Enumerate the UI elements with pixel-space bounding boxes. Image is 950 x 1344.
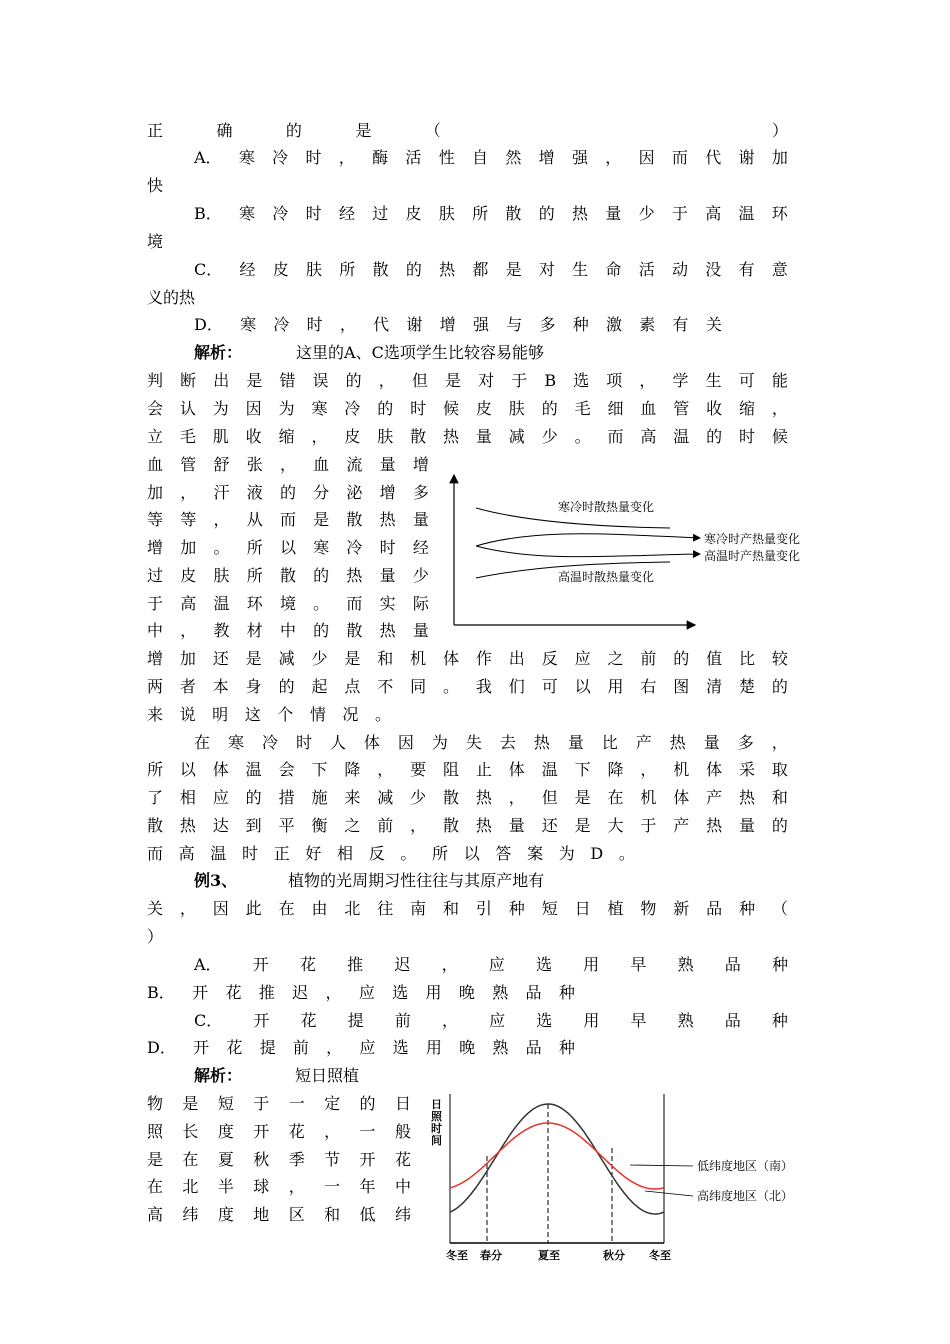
high-latitude-curve (450, 1104, 664, 1214)
option-b: B． 寒 冷 时 经 过 皮 肤 所 散 的 热 量 少 于 高 温 环 (194, 204, 788, 223)
text-line: 关 ， 因 此 在 由 北 往 南 和 引 种 短 日 植 物 新 品 种 （ (147, 899, 788, 918)
high-latitude-label: 高纬度地区（北） (697, 1189, 794, 1203)
text-line: 快 (147, 176, 164, 195)
option-d: D． 寒 冷 时 ， 代 谢 增 强 与 多 种 激 素 有 关 (194, 315, 722, 334)
text-line: 增 加 。 所 以 寒 冷 时 经 (147, 538, 429, 557)
text-line: 立 毛 肌 收 缩 ， 皮 肤 散 热 量 减 少 。 而 高 温 的 时 候 (147, 427, 788, 446)
text-line: 在 寒 冷 时 人 体 因 为 失 去 热 量 比 产 热 量 多 ， (194, 733, 788, 752)
option-c: C． 经 皮 肤 所 散 的 热 都 是 对 生 命 活 动 没 有 意 (194, 260, 788, 279)
y-axis-label-char: 时 (431, 1122, 442, 1135)
cold-heat-production-curve (476, 534, 700, 546)
text-line: 血 管 舒 张 ， 血 流 量 增 (147, 455, 429, 474)
analysis-paragraph-2 (194, 1066, 411, 1086)
text-line: 照 长 度 开 花 ， 一 般 (147, 1122, 411, 1141)
analysis-label: 解析： (194, 1066, 243, 1085)
low-latitude-label: 低纬度地区（南） (697, 1159, 794, 1173)
text-line: 这里的A、C选项学生比较容易能够 (296, 343, 545, 362)
y-axis-label-char: 间 (431, 1134, 442, 1147)
x-tick-label: 春分 (480, 1249, 502, 1262)
x-tick-label: 冬至 (649, 1249, 671, 1262)
text-line: 所 以 体 温 会 下 降 ， 要 阻 止 体 温 下 降 ， 机 体 采 取 (147, 760, 788, 779)
option-a: A． 开 花 推 迟 ， 应 选 用 早 熟 品 种 (194, 955, 788, 974)
hot-heat-loss-label: 高温时散热量变化 (558, 570, 655, 584)
text-line: 在 北 半 球 ， 一 年 中 (147, 1177, 411, 1196)
text-line: 过 皮 肤 所 散 的 热 量 少 (147, 566, 429, 585)
text-line: 增 加 还 是 减 少 是 和 机 体 作 出 反 应 之 前 的 值 比 较 (147, 649, 788, 668)
heat-change-diagram (440, 465, 820, 635)
x-tick-label: 冬至 (446, 1249, 468, 1262)
cold-heat-production-label: 寒冷时产热量变化 (704, 532, 801, 546)
hot-heat-production-label: 高温时产热量变化 (704, 549, 801, 563)
text-line: 散 热 达 到 平 衡 之 前 ， 散 热 量 还 是 大 于 产 热 量 的 (147, 816, 788, 835)
answer-line: 而 高 温 时 正 好 相 反 。 所 以 答 案 为 D 。 (147, 844, 635, 863)
text-line: 正 确 的 是 （ ） (147, 121, 788, 140)
text-line: 加 ， 汗 液 的 分 泌 增 多 (147, 483, 429, 502)
text-line: 义的热 (147, 288, 196, 307)
text-line: 来 说 明 这 个 情 况 。 (147, 705, 391, 724)
text-line: 等 等 ， 从 而 是 散 热 量 (147, 510, 429, 529)
day-length-chart (425, 1088, 815, 1268)
cold-heat-loss-label: 寒冷时散热量变化 (558, 500, 655, 514)
text-line: 物 是 短 于 一 定 的 日 (147, 1094, 411, 1113)
x-tick-label: 秋分 (603, 1249, 625, 1262)
y-axis-label-char: 日 (431, 1098, 442, 1111)
analysis-label: 解析： (194, 343, 243, 362)
option-c: C． 开 花 提 前 ， 应 选 用 早 熟 品 种 (194, 1011, 788, 1030)
low-latitude-leader (630, 1165, 693, 1166)
text-line: 两 者 本 身 的 起 点 不 同 。 我 们 可 以 用 右 图 清 楚 的 (147, 677, 788, 696)
text-line: 会 认 为 因 为 寒 冷 的 时 候 皮 肤 的 毛 细 血 管 收 缩 ， (147, 399, 788, 418)
text-line: 于 高 温 环 境 。 而 实 际 (147, 594, 429, 613)
text-line: 境 (147, 232, 164, 251)
hot-heat-production-curve (476, 546, 700, 557)
option-a: A． 寒 冷 时 ， 酶 活 性 自 然 增 强 ， 因 而 代 谢 加 (194, 148, 788, 167)
text-line: 判 断 出 是 错 误 的 ， 但 是 对 于 B 选 项 ， 学 生 可 能 (147, 371, 788, 390)
x-tick-label: 夏至 (538, 1249, 560, 1262)
text-line: 植物的光周期习性往往与其原产地有 (288, 871, 545, 890)
y-axis-label-char: 照 (431, 1110, 442, 1123)
text-line: 中 ， 教 材 中 的 散 热 量 (147, 621, 429, 640)
example-3-heading (194, 871, 788, 891)
analysis-paragraph-1 (194, 343, 788, 363)
text-line: ） (147, 927, 164, 946)
high-latitude-leader (645, 1191, 693, 1196)
text-line: 是 在 夏 秋 季 节 开 花 (147, 1150, 411, 1169)
option-d: D． 开 花 提 前 ， 应 选 用 晚 熟 品 种 (147, 1038, 575, 1057)
option-b: B． 开 花 推 迟 ， 应 选 用 晚 熟 品 种 (147, 983, 575, 1002)
text-line: 高 纬 度 地 区 和 低 纬 (147, 1205, 411, 1224)
example-label: 例3、 (194, 871, 238, 890)
text-line: 了 相 应 的 措 施 来 减 少 散 热 ， 但 是 在 机 体 产 热 和 (147, 788, 788, 807)
text-line: 短日照植 (295, 1066, 360, 1085)
